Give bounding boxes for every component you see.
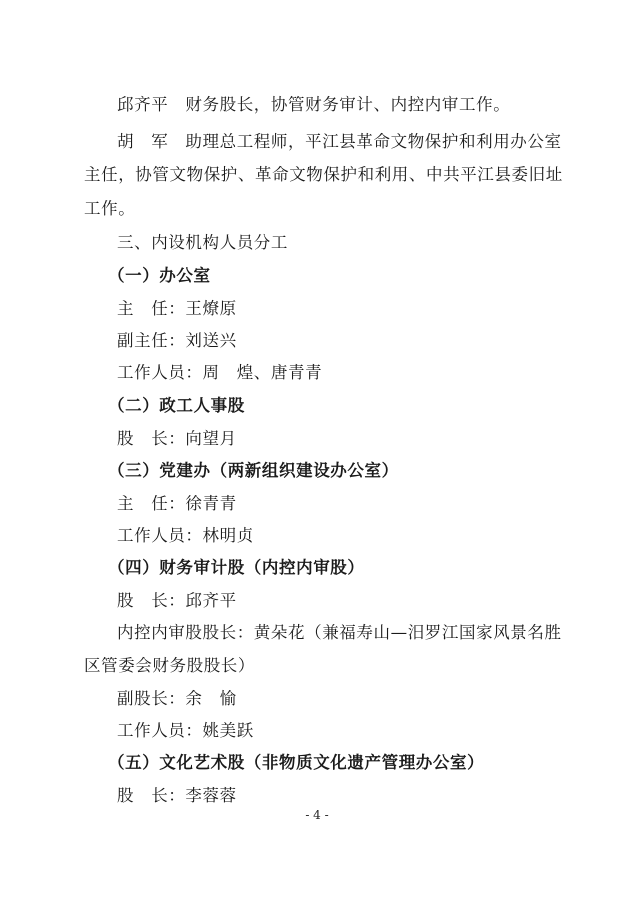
text-line: 副主任：刘送兴 <box>117 331 237 350</box>
text-line: 内控内审股股长：黄朵花（兼福寿山—汨罗江国家风景名胜 <box>117 623 562 642</box>
page-number: - 4 - <box>305 808 329 822</box>
subsection-heading: （三）党建办（两新组织建设办公室） <box>108 461 399 480</box>
text-line: 股 长：向望月 <box>117 429 237 448</box>
text-line: 胡 军 助理总工程师，平江县革命文物保护和利用办公室 <box>117 132 562 151</box>
text-line: 副股长：余 愉 <box>117 689 237 708</box>
subsection-heading: （二）政工人事股 <box>108 396 245 415</box>
text-line: 主 任：王燎原 <box>117 299 237 318</box>
text-line: 邱齐平 财务股长，协管财务审计、内控内审工作。 <box>117 95 511 114</box>
section-heading: 三、内设机构人员分工 <box>117 233 288 252</box>
text-line: 主 任：徐青青 <box>117 494 237 513</box>
text-line: 区管委会财务股股长） <box>84 656 255 675</box>
text-line: 股 长：邱齐平 <box>117 591 237 610</box>
text-line: 股 长：李蓉蓉 <box>117 786 237 805</box>
text-line: 工作人员：姚美跃 <box>117 721 254 740</box>
subsection-heading: （五）文化艺术股（非物质文化遗产管理办公室） <box>108 753 485 772</box>
text-line: 工作。 <box>84 199 136 218</box>
subsection-heading: （四）财务审计股（内控内审股） <box>108 558 365 577</box>
text-line: 工作人员：周 煌、唐青青 <box>117 363 323 382</box>
text-line: 工作人员：林明贞 <box>117 526 254 545</box>
subsection-heading: （一）办公室 <box>108 266 211 285</box>
text-line: 主任，协管文物保护、革命文物保护和利用、中共平江县委旧址 <box>84 165 563 184</box>
